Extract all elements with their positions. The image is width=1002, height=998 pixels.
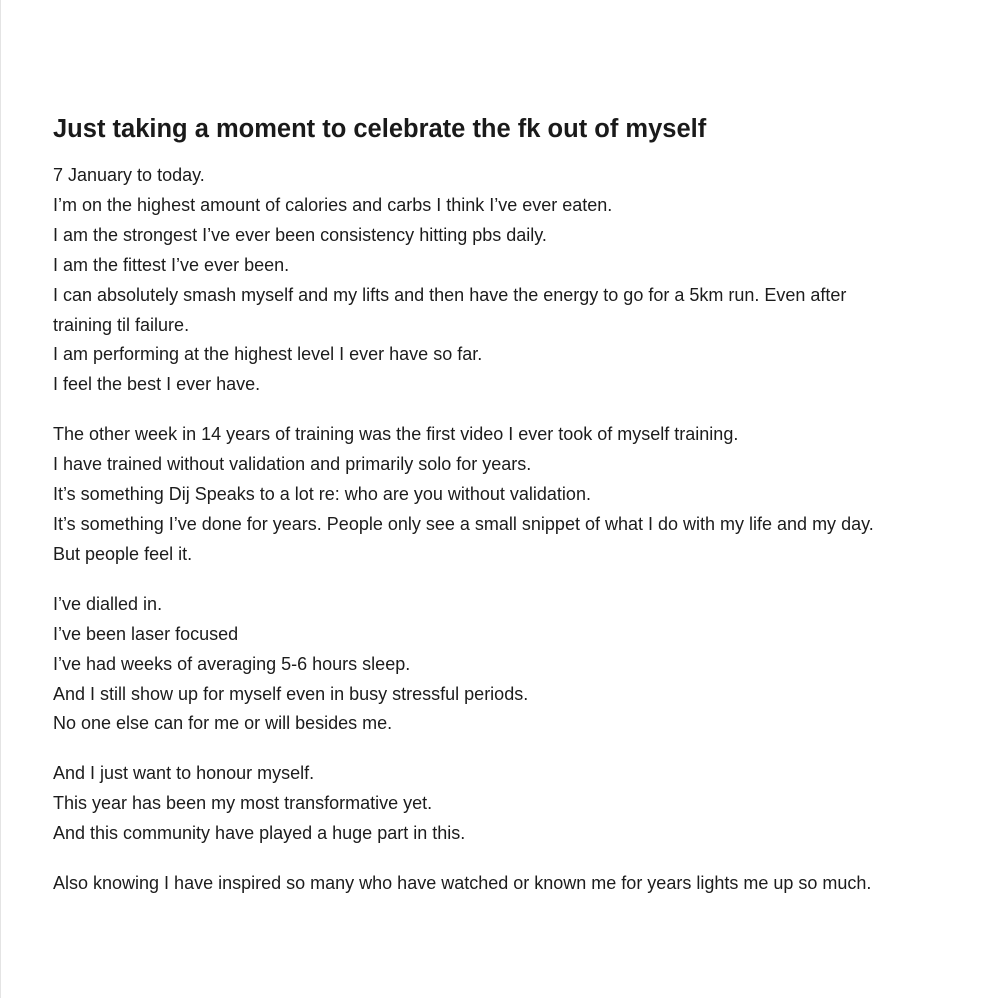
post-line: And I still show up for myself even in busy stressful periods. xyxy=(53,683,529,704)
post-line: I can absolutely smash myself and my lifts and then have the energy to go for a 5km run. Even after xyxy=(53,284,847,305)
post-paragraph xyxy=(53,420,973,570)
left-border-divider xyxy=(0,0,1,998)
post-line: It’s something Dij Speaks to a lot re: who are you without validation. xyxy=(53,484,591,505)
post-line: I’ve dialled in. xyxy=(53,593,163,614)
post-body xyxy=(53,161,973,899)
post-paragraph xyxy=(53,590,973,740)
post-line: I am performing at the highest level I ever have so far. xyxy=(53,344,483,365)
post-line: I am the strongest I’ve ever been consistency hitting pbs daily. xyxy=(53,224,547,245)
post xyxy=(53,112,973,919)
post-title: Just taking a moment to celebrate the fk out of myself xyxy=(53,115,707,143)
post-line: 7 January to today. xyxy=(53,165,205,185)
post-line: I’ve had weeks of averaging 5-6 hours sleep. xyxy=(53,653,411,674)
post-line: The other week in 14 years of training was the first video I ever took of myself training. xyxy=(53,424,739,445)
post-line: training til failure. xyxy=(53,314,190,335)
post-line: No one else can for me or will besides me. xyxy=(53,713,393,734)
post-paragraph xyxy=(53,759,973,849)
post-line: And I just want to honour myself. xyxy=(53,763,315,784)
post-line: I’ve been laser focused xyxy=(53,623,239,644)
post-line: But people feel it. xyxy=(53,543,193,564)
post-line: I have trained without validation and primarily solo for years. xyxy=(53,454,532,475)
post-line: I’m on the highest amount of calories and carbs I think I’ve ever eaten. xyxy=(53,194,613,215)
post-line: And this community have played a huge part in this. xyxy=(53,823,466,844)
post-line: I feel the best I ever have. xyxy=(53,374,261,395)
post-line: Also knowing I have inspired so many who have watched or known me for years lights me up so much. xyxy=(53,873,872,894)
post-paragraph xyxy=(53,869,973,899)
post-line: This year has been my most transformative yet. xyxy=(53,793,433,814)
post-line: I am the fittest I’ve ever been. xyxy=(53,254,290,275)
post-line: It’s something I’ve done for years. People only see a small snippet of what I do with my life and my day. xyxy=(53,513,874,534)
post-paragraph xyxy=(53,161,973,400)
